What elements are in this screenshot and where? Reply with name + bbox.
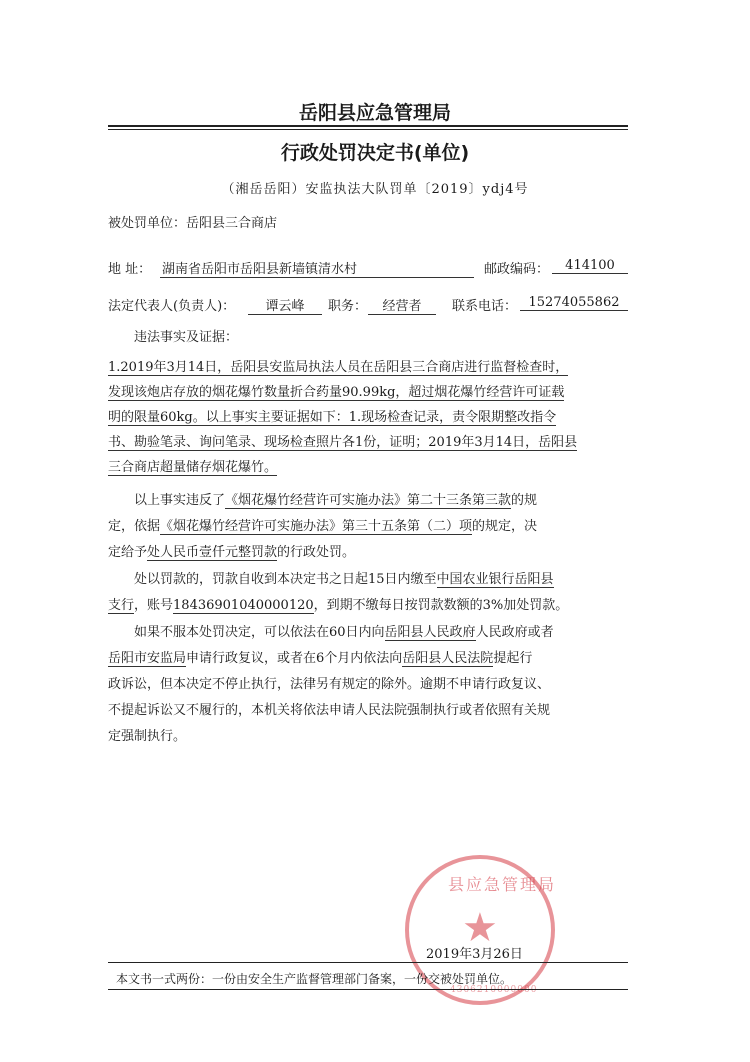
payment-line-2	[108, 594, 568, 613]
header-rule	[108, 125, 628, 127]
payment-line-1	[134, 568, 554, 587]
court-name: 岳阳县人民法院	[402, 651, 494, 666]
footer-rule-top	[108, 962, 628, 963]
appeal-line-5: 定强制执行。	[108, 729, 187, 744]
party-name-label: 被处罚单位：	[108, 216, 187, 231]
address-label: 地 址：	[108, 262, 152, 277]
postcode-value: 414100	[552, 258, 628, 274]
violation-text: 的规	[511, 493, 538, 508]
account-number: 18436901040000120	[173, 598, 314, 613]
payment-text: ，账号	[134, 598, 174, 613]
appeal-text: 人民政府或者	[475, 625, 554, 640]
footer-note: 本文书一式两份：一份由安全生产监督管理部门备案，一份交被处罚单位。	[116, 972, 513, 986]
address-value: 湖南省岳阳市岳阳县新墙镇清水村	[160, 258, 474, 278]
position-value: 经营者	[368, 295, 436, 315]
appeal-text: 申请行政复议，或者在6个月内依法向	[186, 651, 403, 666]
violation-text: 以上事实违反了	[134, 493, 226, 508]
facts-line: 书、勘验笔录、询问笔录、现场检查照片各1份，证明；2019年3月14日，岳阳县	[108, 431, 577, 451]
facts-heading: 违法事实及证据：	[134, 330, 239, 345]
appeal-text: 提起行	[493, 651, 533, 666]
violated-law: 《烟花爆竹经营许可实施办法》第二十三条第三款	[225, 493, 512, 508]
document-number: （湘岳岳阳）安监执法大队罚单〔2019〕ydj4号	[221, 182, 529, 197]
violation-line-3	[108, 541, 355, 560]
phone-value: 15274055862	[520, 295, 628, 311]
document-title: 行政处罚决定书(单位)	[280, 142, 470, 164]
payment-text: ，到期不缴每日按罚款数额的3%加处罚款。	[313, 598, 569, 613]
violation-text: 定给予	[108, 545, 148, 560]
violation-line-2	[108, 515, 537, 534]
violation-text: 的行政处罚。	[277, 545, 356, 560]
violation-text: 的规定，决	[472, 519, 538, 534]
signature-date: 2019年3月26日	[426, 947, 523, 962]
appeal-text: 如果不服本处罚决定，可以依法在60日内向	[134, 625, 385, 640]
review-department: 岳阳市安监局	[108, 651, 187, 666]
facts-line: 发现该炮店存放的烟花爆竹数量折合药量90.99kg，超过烟花爆竹经营许可证载	[108, 381, 564, 401]
facts-line: 三合商店超量储存烟花爆竹。	[108, 456, 277, 476]
party-name-value: 岳阳县三合商店	[186, 216, 278, 231]
appeal-line-4: 不提起诉讼又不履行的，本机关将依法申请人民法院强制执行或者依照有关规	[108, 703, 551, 718]
postcode-label: 邮政编码：	[484, 262, 550, 277]
penalty-amount: 处人民币壹仟元整罚款	[147, 545, 278, 560]
phone-label: 联系电话：	[452, 299, 518, 314]
facts-line: 明的限量60kg。以上事实主要证据如下：1.现场检查记录，责令限期整改指令	[108, 406, 556, 426]
facts-line: 1.2019年3月14日，岳阳县安监局执法人员在岳阳县三合商店进行监督检查时，	[108, 356, 568, 376]
payment-text: 处以罚款的，罚款自收到本决定书之日起15日内缴至	[134, 572, 437, 587]
review-government: 岳阳县人民政府	[384, 625, 476, 640]
appeal-line-1	[134, 621, 554, 640]
header-rule-thin	[108, 129, 628, 130]
representative-value: 谭云峰	[248, 295, 322, 315]
seal-text: 县应急管理局	[448, 875, 557, 894]
agency-title: 岳阳县应急管理局	[298, 102, 451, 124]
bank-name-cont: 支行	[108, 598, 135, 613]
violation-line-1	[134, 489, 537, 508]
violation-text: 定，依据	[108, 519, 161, 534]
seal-star-icon: ★	[462, 905, 498, 951]
basis-law: 《烟花爆竹经营许可实施办法》第三十五条第（二）项	[160, 519, 473, 534]
bank-name: 中国农业银行岳阳县	[436, 572, 554, 587]
footer-rule-bottom	[108, 989, 628, 990]
appeal-line-3: 政诉讼，但本决定不停止执行，法律另有规定的除外。逾期不申请行政复议、	[108, 677, 551, 692]
appeal-line-2	[108, 647, 532, 666]
representative-label: 法定代表人(负责人)：	[108, 299, 236, 314]
seal-number: 4306210000000	[450, 985, 538, 995]
position-label: 职务：	[328, 299, 368, 314]
party-name-row	[108, 212, 277, 231]
